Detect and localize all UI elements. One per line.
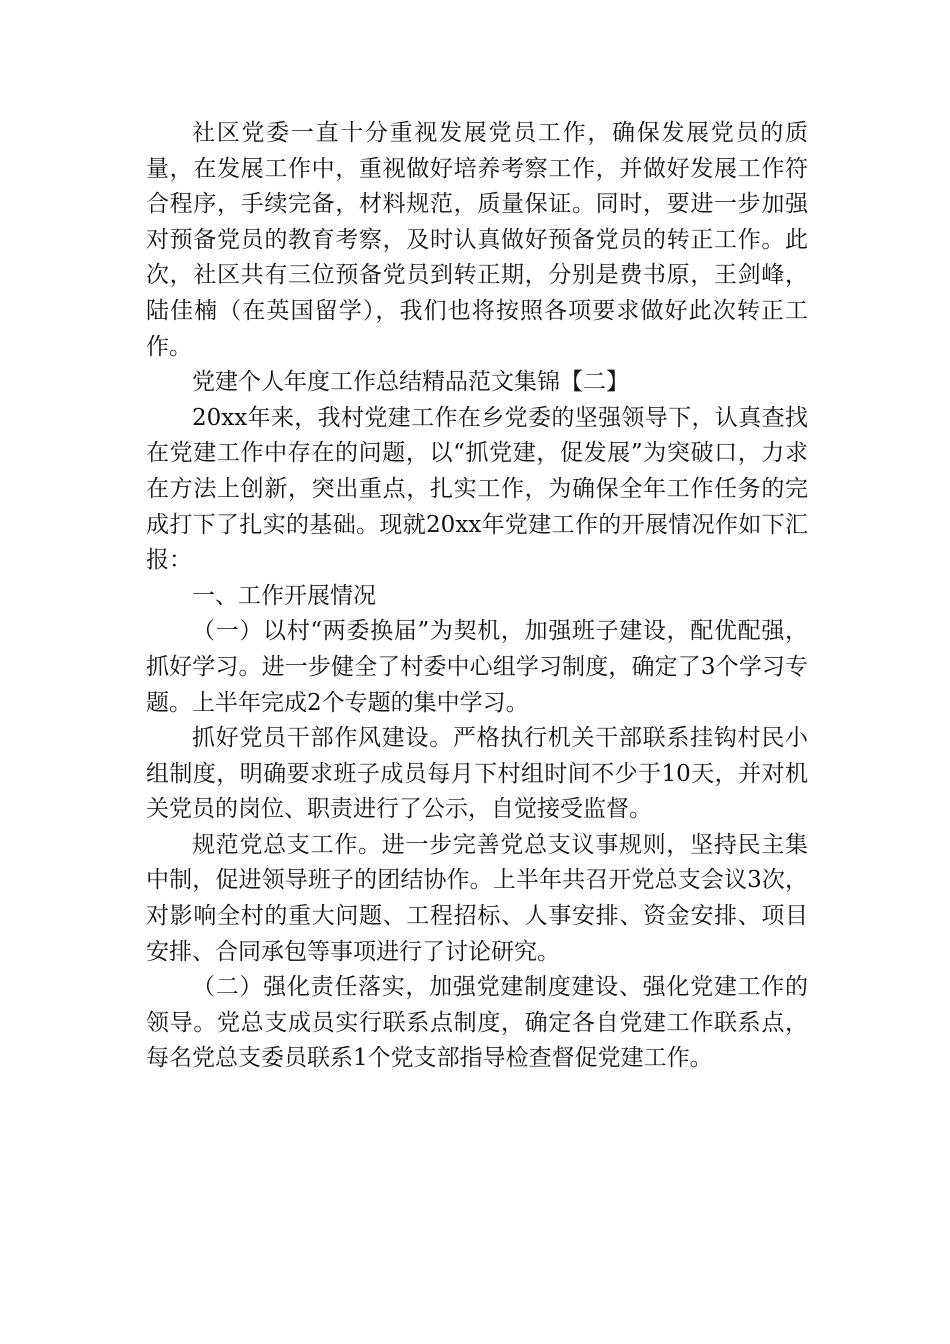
paragraph-2: 20xx年来，我村党建工作在乡党委的坚强领导下，认真查找在党建工作中存在的问题，以“抓党建，促发展”为突破口，力求在方法上创新，突出重点，扎实工作，为确保全年工作任务的完成打下了扎实的基础。现就20xx年党建工作的开展情况作如下汇报：: [146, 404, 808, 574]
section-heading: 党建个人年度工作总结精品范文集锦【二】: [192, 369, 629, 396]
paragraph-1: 社区党委一直十分重视发展党员工作，确保发展党员的质量，在发展工作中，重视做好培养考察工作，并做好发展工作符合程序，手续完备，材料规范，质量保证。同时，要进一步加强对预备党员的教育考察，及时认真做好预备党员的转正工作。此次，社区共有三位预备党员到转正期，分别是费书原，王剑峰，陆佳楠（在英国留学），我们也将按照各项要求做好此次转正工作。: [146, 120, 808, 360]
paragraph-5: 规范党总支工作。进一步完善党总支议事规则，坚持民主集中制，促进领导班子的团结协作。上半年共召开党总支会议3次，对影响全村的重大问题、工程招标、人事安排、资金安排、项目安排、合同承包等事项进行了讨论研究。: [146, 831, 808, 965]
paragraph-6: （二）强化责任落实，加强党建制度建设、强化党建工作的领导。党总支成员实行联系点制度，确定各自党建工作联系点，每名党总支委员联系1个党支部指导检查督促党建工作。: [146, 974, 808, 1072]
paragraph-3: （一）以村“两委换届”为契机，加强班子建设，配优配强，抓好学习。进一步健全了村委中心组学习制度，确定了3个学习专题。上半年完成2个专题的集中学习。: [146, 618, 808, 716]
paragraph-4: 抓好党员干部作风建设。严格执行机关干部联系挂钩村民小组制度，明确要求班子成员每月下村组时间不少于10天，并对机关党员的岗位、职责进行了公示，自觉接受监督。: [146, 725, 808, 823]
subheading-work-status: 一、工作开展情况: [192, 582, 376, 609]
document-body: [146, 116, 808, 1077]
